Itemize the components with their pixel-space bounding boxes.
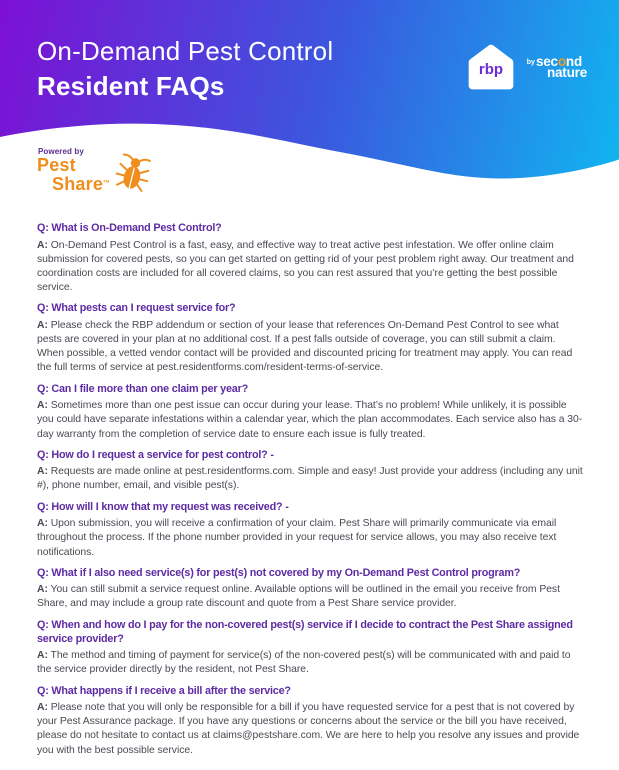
rbp-logo-text: rbp xyxy=(478,60,503,78)
faq-answer xyxy=(37,465,585,493)
faq-item xyxy=(37,618,585,678)
second-nature-line1: second xyxy=(535,53,583,69)
answer-text: Requests are made online at pest.residentforms.com. Simple and easy! Just provide your address (including any unit #), phone number, email, and visible pest(s). xyxy=(37,466,583,492)
header-titles xyxy=(37,34,333,104)
faq-answer xyxy=(37,649,585,677)
faq-answer xyxy=(37,319,585,376)
page-title: On-Demand Pest Control xyxy=(37,36,334,66)
pestshare-word1: Pest xyxy=(37,155,76,175)
faq-item xyxy=(37,382,585,442)
answer-prefix: A: xyxy=(37,319,48,331)
answer-text: Sometimes more than one pest issue can occur during your lease. That’s no problem! While unlikely, it is possible you could have separate infestations within a calendar year, which the plan accommodates. Each service also has a 30-day warranty from the completion of service date to ensure each issue is fully treated. xyxy=(37,400,583,440)
answer-prefix: A: xyxy=(37,702,48,714)
answer-text: Upon submission, you will receive a confirmation of your claim. Pest Share will primarily communicate via email throughout the process. If the phone number provided in your request for service allows, you may also receive text notifications. xyxy=(37,518,557,558)
trademark-symbol: ™ xyxy=(103,180,111,187)
faq-answer xyxy=(37,399,585,442)
bug-icon xyxy=(115,153,151,193)
answer-prefix: A: xyxy=(37,650,48,662)
answer-prefix: A: xyxy=(37,239,48,251)
faq-question: Q: What happens if I receive a bill after the service? xyxy=(37,684,291,697)
answer-text: You can still submit a service request online. Available options will be outlined in the email you receive from Pest Share, and may include a group rate discount and quote from a Pest Share service provider. xyxy=(37,584,560,610)
answer-prefix: A: xyxy=(37,466,48,478)
rbp-logo-icon xyxy=(464,40,518,94)
second-nature-line2: nature xyxy=(546,65,587,80)
faq-question: Q: When and how do I pay for the non-covered pest(s) service if I decide to contract the Pest Share assigned service provider? xyxy=(37,618,573,645)
pestshare-word2: Share™ xyxy=(52,174,111,194)
answer-text: Please note that you will only be responsible for a bill if you have requested service for a pest that is not covered by your Pest Assurance package. If you have any questions or concerns about the service or the bill you have received, please do not hesitate to contact us at claims@pestshare.com. We are here to help you resolve any issues and provide you with the best possible service. xyxy=(37,702,580,756)
faq-item xyxy=(37,221,585,295)
faq-answer xyxy=(37,583,585,611)
faq-item xyxy=(37,684,585,758)
answer-text: The method and timing of payment for service(s) of the non-covered pest(s) will be communicated with and paid to the service provider directly by the resident, not Pest Share. xyxy=(37,650,571,676)
faq-question: Q: How will I know that my request was received? - xyxy=(37,500,289,513)
faq-question: Q: How do I request a service for pest control? - xyxy=(37,448,274,461)
answer-prefix: A: xyxy=(37,518,48,530)
faq-item xyxy=(37,301,585,375)
page-subtitle: Resident FAQs xyxy=(37,71,225,101)
faq-question: Q: What pests can I request service for? xyxy=(37,302,236,315)
by-label: by xyxy=(526,58,535,66)
answer-text: On-Demand Pest Control is a fast, easy, and effective way to treat active pest infestation. We offer online claim submission for covered pests, so you can get started on getting rid of your pest problem right away. Our treatment and coordination costs are included for all covered claims, so you can rest assured that you’re getting the best possible service. xyxy=(37,239,574,294)
second-nature-logo xyxy=(526,53,587,80)
answer-text: Please check the RBP addendum or section of your lease that references On-Demand Pest Control to see what pests are covered in your plan at no additional cost. If a pest falls outside of coverage, you can still submit a claim. When possible, a vetted vendor contact will be provided and discounted pricing for treatment may apply. You can read the full terms of service at pest.residentforms.com/resident-terms-of-service. xyxy=(37,319,573,374)
second-nature-o: o xyxy=(557,53,566,69)
faq-item xyxy=(37,448,585,494)
faq-answer xyxy=(37,701,585,758)
faq-question: Q: What is On-Demand Pest Control? xyxy=(37,222,222,234)
answer-prefix: A: xyxy=(37,400,48,412)
second-nature-wordmark xyxy=(535,53,587,80)
powered-by-label: Powered by xyxy=(38,147,84,156)
brand-lockup xyxy=(464,40,587,94)
faq-answer xyxy=(37,517,585,560)
faq-list xyxy=(0,200,619,758)
faq-item xyxy=(37,566,585,612)
answer-prefix: A: xyxy=(37,584,48,596)
faq-item xyxy=(37,500,585,560)
faq-question: Q: Can I file more than one claim per year? xyxy=(37,382,248,395)
faq-question: Q: What if I also need service(s) for pest(s) not covered by my On-Demand Pest Control program? xyxy=(37,566,521,579)
pestshare-logo xyxy=(37,147,169,193)
faq-answer xyxy=(37,239,585,296)
